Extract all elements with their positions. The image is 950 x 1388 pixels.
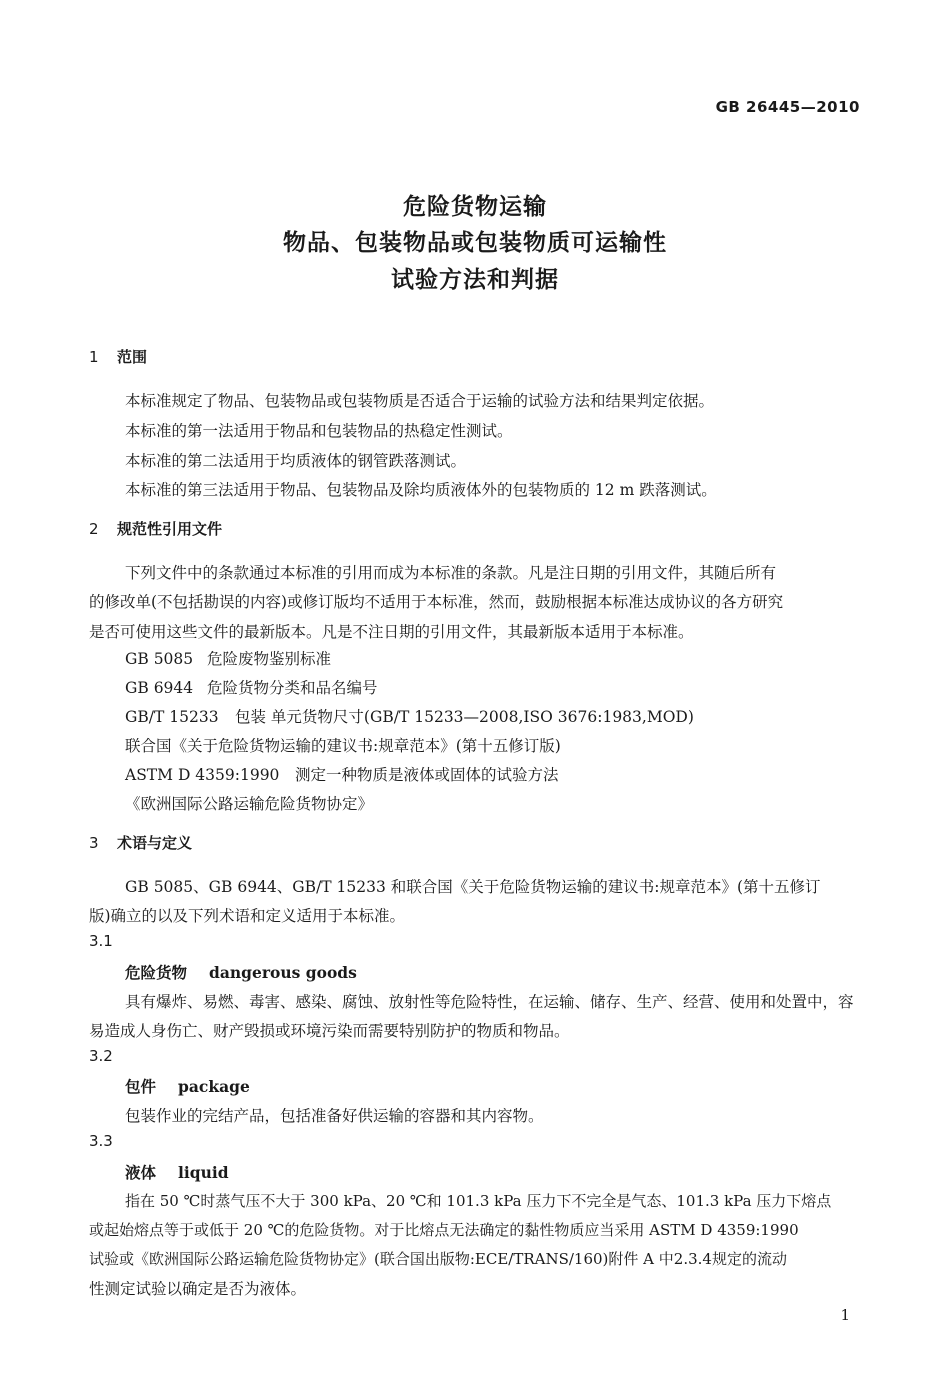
title-line-2: 物品、包装物品或包装物质可运输性: [283, 230, 667, 256]
definition-line: 性测定试验以确定是否为液体。: [89, 1280, 307, 1298]
section-number: 3: [89, 834, 99, 852]
subsection-number: 3.2: [89, 1047, 113, 1065]
definition-line: 试验或《欧洲国际公路运输危险货物协定》(联合国出版物:ECE/TRANS/160)附件 A 中2.3.4规定的流动: [89, 1250, 787, 1268]
paragraph-line: 下列文件中的条款通过本标准的引用而成为本标准的条款。凡是注日期的引用文件，其随后所有: [125, 564, 777, 582]
section-title: 术语与定义: [117, 834, 193, 852]
paragraph-line: 本标准的第一法适用于物品和包装物品的热稳定性测试。: [125, 422, 513, 440]
paragraph-line: 版)确立的以及下列术语和定义适用于本标准。: [89, 907, 406, 925]
term-heading: 危险货物 dangerous goods: [125, 963, 357, 982]
subsection-number: 3.3: [89, 1132, 113, 1150]
definition-line: 或起始熔点等于或低于 20 ℃的危险货物。对于比熔点无法确定的黏性物质应当采用 ASTM D 4359:1990: [89, 1221, 799, 1239]
reference-item: GB 6944 危险货物分类和品名编号: [125, 679, 378, 697]
reference-item: 《欧洲国际公路运输危险货物协定》: [125, 795, 374, 813]
reference-item: GB/T 15233 包装 单元货物尺寸(GB/T 15233—2008,ISO 3676:1983,MOD): [125, 708, 694, 726]
definition-line: 指在 50 ℃时蒸气压不大于 300 kPa、20 ℃和 101.3 kPa 压力下不完全是气态、101.3 kPa 压力下熔点: [125, 1192, 832, 1210]
definition-line: 易造成人身伤亡、财产毁损或环境污染而需要特别防护的物质和物品。: [89, 1022, 570, 1040]
definition-line: 包装作业的完结产品，包括准备好供运输的容器和其内容物。: [125, 1107, 544, 1125]
paragraph-line: GB 5085、GB 6944、GB/T 15233 和联合国《关于危险货物运输的建议书:规章范本》(第十五修订: [125, 878, 821, 896]
paragraph-line: 本标准的第三法适用于物品、包装物品及除均质液体外的包装物质的 12 m 跌落测试。: [125, 481, 717, 499]
term-heading: 液体 liquid: [125, 1163, 229, 1182]
section-title: 规范性引用文件: [117, 520, 223, 538]
paragraph-line: 本标准的第二法适用于均质液体的钢管跌落测试。: [125, 452, 467, 470]
page-number: 1: [840, 1306, 850, 1324]
section-title: 范围: [117, 348, 148, 366]
section-number: 1: [89, 348, 99, 366]
section-number: 2: [89, 520, 99, 538]
paragraph-line: 的修改单(不包括勘误的内容)或修订版均不适用于本标准，然而，鼓励根据本标准达成协议的各方研究: [89, 593, 784, 611]
paragraph-line: 本标准规定了物品、包装物品或包装物质是否适合于运输的试验方法和结果判定依据。: [125, 392, 715, 410]
section-2-heading: [89, 518, 222, 539]
standard-code: GB 26445—2010: [715, 98, 860, 116]
reference-item: ASTM D 4359:1990 测定一种物质是液体或固体的试验方法: [125, 766, 559, 784]
section-3-heading: [89, 832, 192, 853]
subsection-number: 3.1: [89, 932, 113, 950]
reference-item: 联合国《关于危险货物运输的建议书:规章范本》(第十五修订版): [125, 737, 561, 755]
title-line-1: 危险货物运输: [403, 194, 547, 220]
section-1-heading: [89, 346, 147, 367]
paragraph-line: 是否可使用这些文件的最新版本。凡是不注日期的引用文件，其最新版本适用于本标准。: [89, 623, 694, 641]
term-heading: 包件 package: [125, 1077, 250, 1096]
definition-line: 具有爆炸、易燃、毒害、感染、腐蚀、放射性等危险特性，在运输、储存、生产、经营、使用和处置中，容: [125, 993, 854, 1011]
title-line-3: 试验方法和判据: [391, 267, 559, 293]
reference-item: GB 5085 危险废物鉴别标准: [125, 650, 332, 668]
